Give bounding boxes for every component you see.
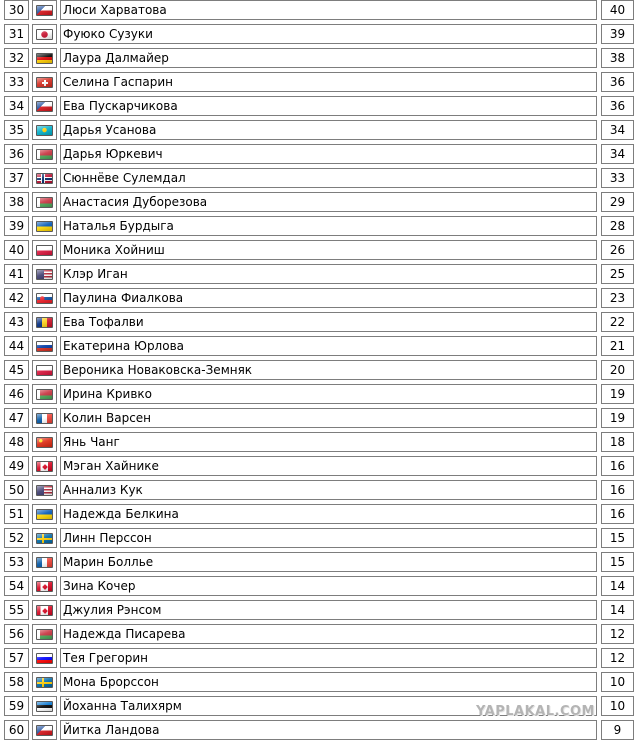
- flag-cell: [32, 120, 57, 140]
- points-cell: 16: [601, 480, 634, 500]
- flag-cell: [32, 0, 57, 20]
- athlete-name-cell: Линн Перссон: [60, 528, 597, 548]
- athlete-name-cell: Анастасия Дуборезова: [60, 192, 597, 212]
- points-cell: 16: [601, 504, 634, 524]
- flag-cell: [32, 648, 57, 668]
- rank-cell: 30: [4, 0, 29, 20]
- table-row: [0, 334, 638, 358]
- table-row: [0, 214, 638, 238]
- athlete-name-cell: Моника Хойниш: [60, 240, 597, 260]
- table-row: [0, 574, 638, 598]
- rank-cell: 47: [4, 408, 29, 428]
- flag-cell: [32, 552, 57, 572]
- points-cell: 33: [601, 168, 634, 188]
- flag-nor-icon: [36, 173, 53, 184]
- athlete-name-cell: Селина Гаспарин: [60, 72, 597, 92]
- rank-cell: 34: [4, 96, 29, 116]
- flag-blr-icon: [36, 389, 53, 400]
- rank-cell: 52: [4, 528, 29, 548]
- flag-cell: [32, 528, 57, 548]
- flag-rou-icon: [36, 317, 53, 328]
- points-cell: 40: [601, 0, 634, 20]
- flag-blr-icon: [36, 629, 53, 640]
- rank-cell: 43: [4, 312, 29, 332]
- rank-cell: 57: [4, 648, 29, 668]
- athlete-name-cell: Дарья Усанова: [60, 120, 597, 140]
- athlete-name-cell: Марин Болльe: [60, 552, 597, 572]
- rank-cell: 56: [4, 624, 29, 644]
- rank-cell: 32: [4, 48, 29, 68]
- flag-cell: [32, 240, 57, 260]
- athlete-name-cell: Люси Харватова: [60, 0, 597, 20]
- points-cell: 12: [601, 624, 634, 644]
- rank-cell: 36: [4, 144, 29, 164]
- flag-blr-icon: [36, 149, 53, 160]
- rank-cell: 33: [4, 72, 29, 92]
- flag-blr-icon: [36, 197, 53, 208]
- rank-cell: 44: [4, 336, 29, 356]
- flag-usa-icon: [36, 269, 53, 280]
- rank-cell: 45: [4, 360, 29, 380]
- points-cell: 22: [601, 312, 634, 332]
- table-row: [0, 550, 638, 574]
- flag-chn-icon: [36, 437, 53, 448]
- flag-cell: [32, 336, 57, 356]
- flag-cell: [32, 720, 57, 740]
- flag-cell: [32, 312, 57, 332]
- rank-cell: 54: [4, 576, 29, 596]
- flag-cze-icon: [36, 101, 53, 112]
- athlete-name-cell: Екатерина Юрлова: [60, 336, 597, 356]
- flag-cell: [32, 384, 57, 404]
- athlete-name-cell: Зина Кочер: [60, 576, 597, 596]
- table-row: [0, 94, 638, 118]
- flag-ukr-icon: [36, 509, 53, 520]
- points-cell: 25: [601, 264, 634, 284]
- table-row: [0, 166, 638, 190]
- flag-cell: [32, 360, 57, 380]
- rank-cell: 55: [4, 600, 29, 620]
- athlete-name-cell: Ирина Кривко: [60, 384, 597, 404]
- flag-fra-icon: [36, 557, 53, 568]
- athlete-name-cell: Надежда Писарева: [60, 624, 597, 644]
- rank-cell: 40: [4, 240, 29, 260]
- flag-slo-icon: [36, 653, 53, 664]
- athlete-name-cell: Ева Тофалви: [60, 312, 597, 332]
- rank-cell: 51: [4, 504, 29, 524]
- points-cell: 36: [601, 72, 634, 92]
- flag-ukr-icon: [36, 221, 53, 232]
- flag-can-icon: [36, 461, 53, 472]
- points-cell: 21: [601, 336, 634, 356]
- flag-pol-icon: [36, 245, 53, 256]
- table-row: [0, 190, 638, 214]
- table-row: [0, 478, 638, 502]
- table-row: [0, 382, 638, 406]
- table-row: [0, 310, 638, 334]
- athlete-name-cell: Йоханна Талихярм: [60, 696, 597, 716]
- rank-cell: 35: [4, 120, 29, 140]
- flag-cell: [32, 504, 57, 524]
- flag-cell: [32, 576, 57, 596]
- flag-cell: [32, 408, 57, 428]
- points-cell: 26: [601, 240, 634, 260]
- table-row: [0, 622, 638, 646]
- athlete-name-cell: Янь Чанг: [60, 432, 597, 452]
- rank-cell: 38: [4, 192, 29, 212]
- points-cell: 12: [601, 648, 634, 668]
- points-cell: 14: [601, 600, 634, 620]
- table-row: [0, 406, 638, 430]
- flag-cell: [32, 24, 57, 44]
- watermark: YAPLAKAL.COM: [476, 704, 595, 719]
- points-cell: 23: [601, 288, 634, 308]
- rank-cell: 31: [4, 24, 29, 44]
- table-row: [0, 142, 638, 166]
- flag-usa-icon: [36, 485, 53, 496]
- table-row: [0, 286, 638, 310]
- table-row: [0, 118, 638, 142]
- rank-cell: 41: [4, 264, 29, 284]
- flag-jpn-icon: [36, 29, 53, 40]
- points-cell: 34: [601, 120, 634, 140]
- athlete-name-cell: Аннализ Кук: [60, 480, 597, 500]
- athlete-name-cell: Джулия Рэнсом: [60, 600, 597, 620]
- table-row: [0, 526, 638, 550]
- flag-pol-icon: [36, 365, 53, 376]
- rank-cell: 37: [4, 168, 29, 188]
- flag-cell: [32, 168, 57, 188]
- rank-cell: 58: [4, 672, 29, 692]
- flag-cell: [32, 696, 57, 716]
- rank-cell: 50: [4, 480, 29, 500]
- table-row: [0, 646, 638, 670]
- athlete-name-cell: Йитка Ландова: [60, 720, 597, 740]
- rank-cell: 53: [4, 552, 29, 572]
- table-row: [0, 598, 638, 622]
- points-cell: 19: [601, 408, 634, 428]
- points-cell: 14: [601, 576, 634, 596]
- athlete-name-cell: Дарья Юркевич: [60, 144, 597, 164]
- flag-cell: [32, 456, 57, 476]
- table-row: [0, 262, 638, 286]
- points-cell: 18: [601, 432, 634, 452]
- points-cell: 36: [601, 96, 634, 116]
- flag-rus-icon: [36, 341, 53, 352]
- points-cell: 9: [601, 720, 634, 740]
- flag-cell: [32, 672, 57, 692]
- points-cell: 15: [601, 528, 634, 548]
- table-row: [0, 718, 638, 742]
- points-cell: 28: [601, 216, 634, 236]
- athlete-name-cell: Тея Грегорин: [60, 648, 597, 668]
- athlete-name-cell: Вероника Новаковска-Земняк: [60, 360, 597, 380]
- flag-cell: [32, 480, 57, 500]
- flag-can-icon: [36, 581, 53, 592]
- flag-cell: [32, 288, 57, 308]
- flag-swe-icon: [36, 533, 53, 544]
- athlete-name-cell: Мона Брорссон: [60, 672, 597, 692]
- table-row: [0, 70, 638, 94]
- flag-cze-icon: [36, 725, 53, 736]
- flag-sui-icon: [36, 77, 53, 88]
- flag-swe-icon: [36, 677, 53, 688]
- rank-cell: 60: [4, 720, 29, 740]
- flag-cell: [32, 600, 57, 620]
- points-cell: 16: [601, 456, 634, 476]
- points-cell: 20: [601, 360, 634, 380]
- athlete-name-cell: Лаура Далмайер: [60, 48, 597, 68]
- flag-cell: [32, 48, 57, 68]
- table-row: [0, 502, 638, 526]
- flag-cell: [32, 72, 57, 92]
- table-row: [0, 0, 638, 22]
- points-cell: 19: [601, 384, 634, 404]
- flag-svk-icon: [36, 293, 53, 304]
- points-cell: 34: [601, 144, 634, 164]
- rank-cell: 48: [4, 432, 29, 452]
- flag-can-icon: [36, 605, 53, 616]
- points-cell: 38: [601, 48, 634, 68]
- athlete-name-cell: Клэр Иган: [60, 264, 597, 284]
- athlete-name-cell: Паулина Фиалкова: [60, 288, 597, 308]
- rank-cell: 49: [4, 456, 29, 476]
- flag-cell: [32, 96, 57, 116]
- table-row: [0, 430, 638, 454]
- flag-kaz-icon: [36, 125, 53, 136]
- flag-cell: [32, 432, 57, 452]
- rank-cell: 59: [4, 696, 29, 716]
- table-row: [0, 358, 638, 382]
- flag-cze-icon: [36, 5, 53, 16]
- points-cell: 15: [601, 552, 634, 572]
- athlete-name-cell: Надежда Белкина: [60, 504, 597, 524]
- table-row: [0, 46, 638, 70]
- flag-ger-icon: [36, 53, 53, 64]
- table-row: [0, 694, 638, 718]
- flag-cell: [32, 192, 57, 212]
- table-row: [0, 22, 638, 46]
- table-row: [0, 454, 638, 478]
- flag-cell: [32, 216, 57, 236]
- athlete-name-cell: Наталья Бурдыга: [60, 216, 597, 236]
- athlete-name-cell: Мэган Хайнике: [60, 456, 597, 476]
- points-cell: 29: [601, 192, 634, 212]
- rank-cell: 39: [4, 216, 29, 236]
- athlete-name-cell: Ева Пускарчикова: [60, 96, 597, 116]
- points-cell: 39: [601, 24, 634, 44]
- flag-cell: [32, 144, 57, 164]
- points-cell: 10: [601, 672, 634, 692]
- table-row: [0, 670, 638, 694]
- athlete-name-cell: Сюннёве Сулемдал: [60, 168, 597, 188]
- flag-cell: [32, 264, 57, 284]
- rank-cell: 42: [4, 288, 29, 308]
- table-row: [0, 238, 638, 262]
- athlete-name-cell: Фуюко Сузуки: [60, 24, 597, 44]
- rank-cell: 46: [4, 384, 29, 404]
- flag-fra-icon: [36, 413, 53, 424]
- flag-est-icon: [36, 701, 53, 712]
- flag-cell: [32, 624, 57, 644]
- athlete-name-cell: Колин Варсен: [60, 408, 597, 428]
- points-cell: 10: [601, 696, 634, 716]
